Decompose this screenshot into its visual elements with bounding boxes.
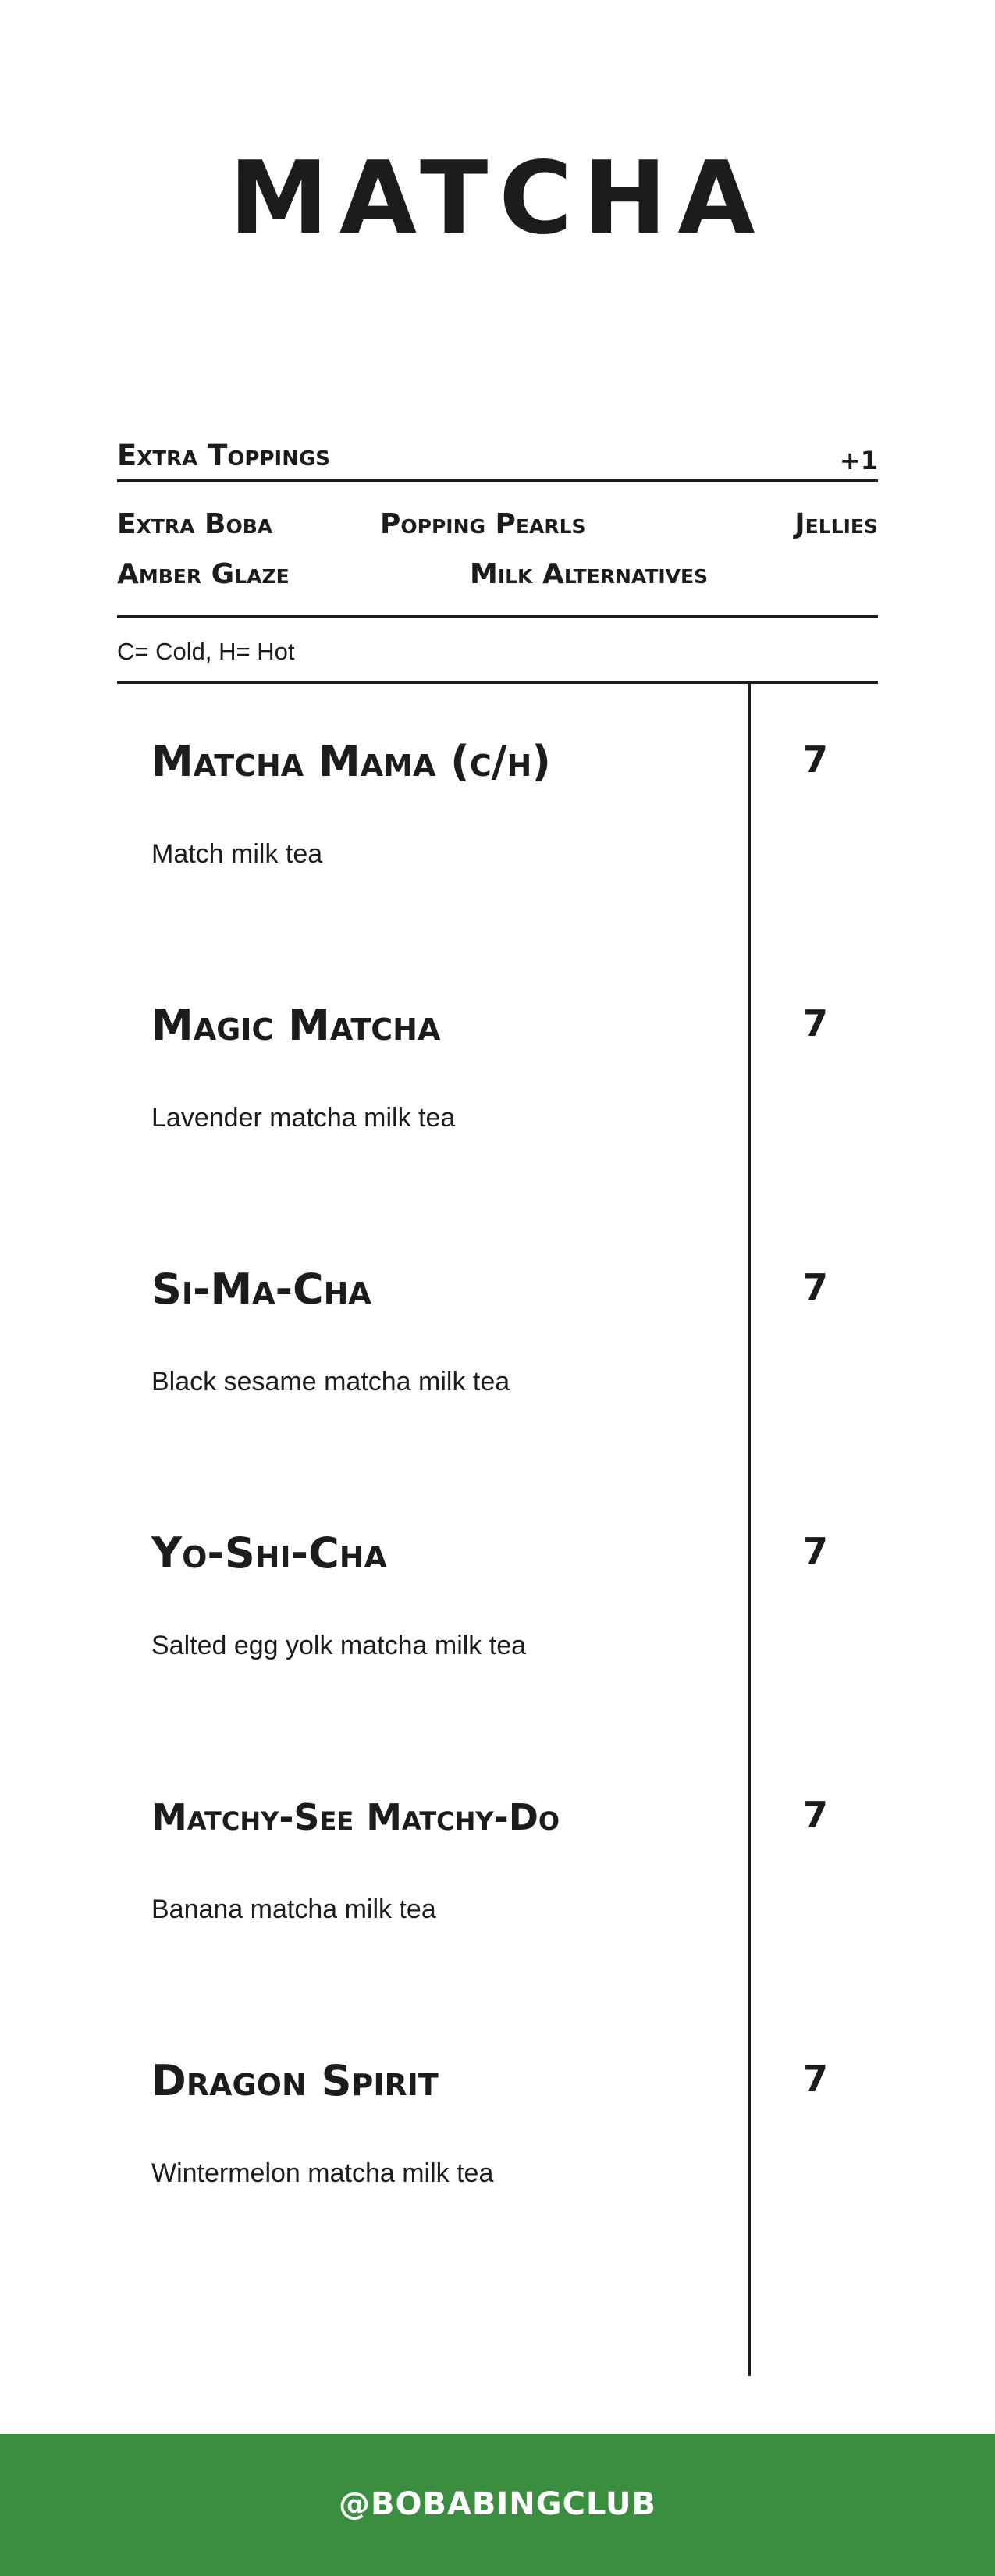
item-description: Wintermelon matcha milk tea bbox=[151, 2158, 494, 2188]
social-handle[interactable]: @BOBABINGCLUB bbox=[338, 2486, 656, 2522]
item-price: 7 bbox=[802, 1266, 828, 1308]
menu-item bbox=[0, 1525, 995, 1759]
temperature-legend: C= Cold, H= Hot bbox=[117, 638, 295, 665]
topping-popping-pearls: Popping Pearls bbox=[380, 508, 586, 540]
divider bbox=[117, 615, 878, 618]
item-description: Banana matcha milk tea bbox=[151, 1895, 436, 1924]
item-description: Black sesame matcha milk tea bbox=[151, 1367, 510, 1397]
item-price: 7 bbox=[802, 2058, 828, 2100]
item-description: Lavender matcha milk tea bbox=[151, 1103, 456, 1133]
divider bbox=[117, 479, 878, 482]
topping-extra-boba: Extra Boba bbox=[117, 508, 273, 540]
menu-item bbox=[0, 2053, 995, 2287]
item-price: 7 bbox=[802, 1530, 828, 1572]
menu-item bbox=[0, 734, 995, 968]
topping-jellies: Jellies bbox=[794, 508, 878, 540]
item-name: Yo-Shi-Cha bbox=[151, 1528, 387, 1578]
footer-bar bbox=[0, 2434, 995, 2576]
item-price: 7 bbox=[802, 1002, 828, 1044]
item-description: Salted egg yolk matcha milk tea bbox=[151, 1631, 527, 1660]
topping-amber-glaze: Amber Glaze bbox=[117, 558, 290, 590]
divider bbox=[117, 681, 878, 684]
item-name: Matcha Mama (c/h) bbox=[151, 737, 551, 786]
menu-item bbox=[0, 1789, 995, 2023]
toppings-price: +1 bbox=[839, 446, 878, 475]
item-name: Dragon Spirit bbox=[151, 2056, 439, 2105]
item-price: 7 bbox=[802, 738, 828, 781]
menu-item bbox=[0, 998, 995, 1232]
menu-item bbox=[0, 1261, 995, 1496]
item-name: Si-Ma-Cha bbox=[151, 1265, 371, 1314]
toppings-heading: Extra Toppings bbox=[117, 439, 331, 472]
item-price: 7 bbox=[802, 1794, 828, 1836]
item-name: Magic Matcha bbox=[151, 1001, 441, 1050]
item-name: Matchy-See Matchy-Do bbox=[151, 1796, 560, 1838]
page-title: MATCHA bbox=[229, 141, 766, 257]
topping-milk-alternatives: Milk Alternatives bbox=[470, 558, 709, 590]
item-description: Match milk tea bbox=[151, 839, 323, 869]
